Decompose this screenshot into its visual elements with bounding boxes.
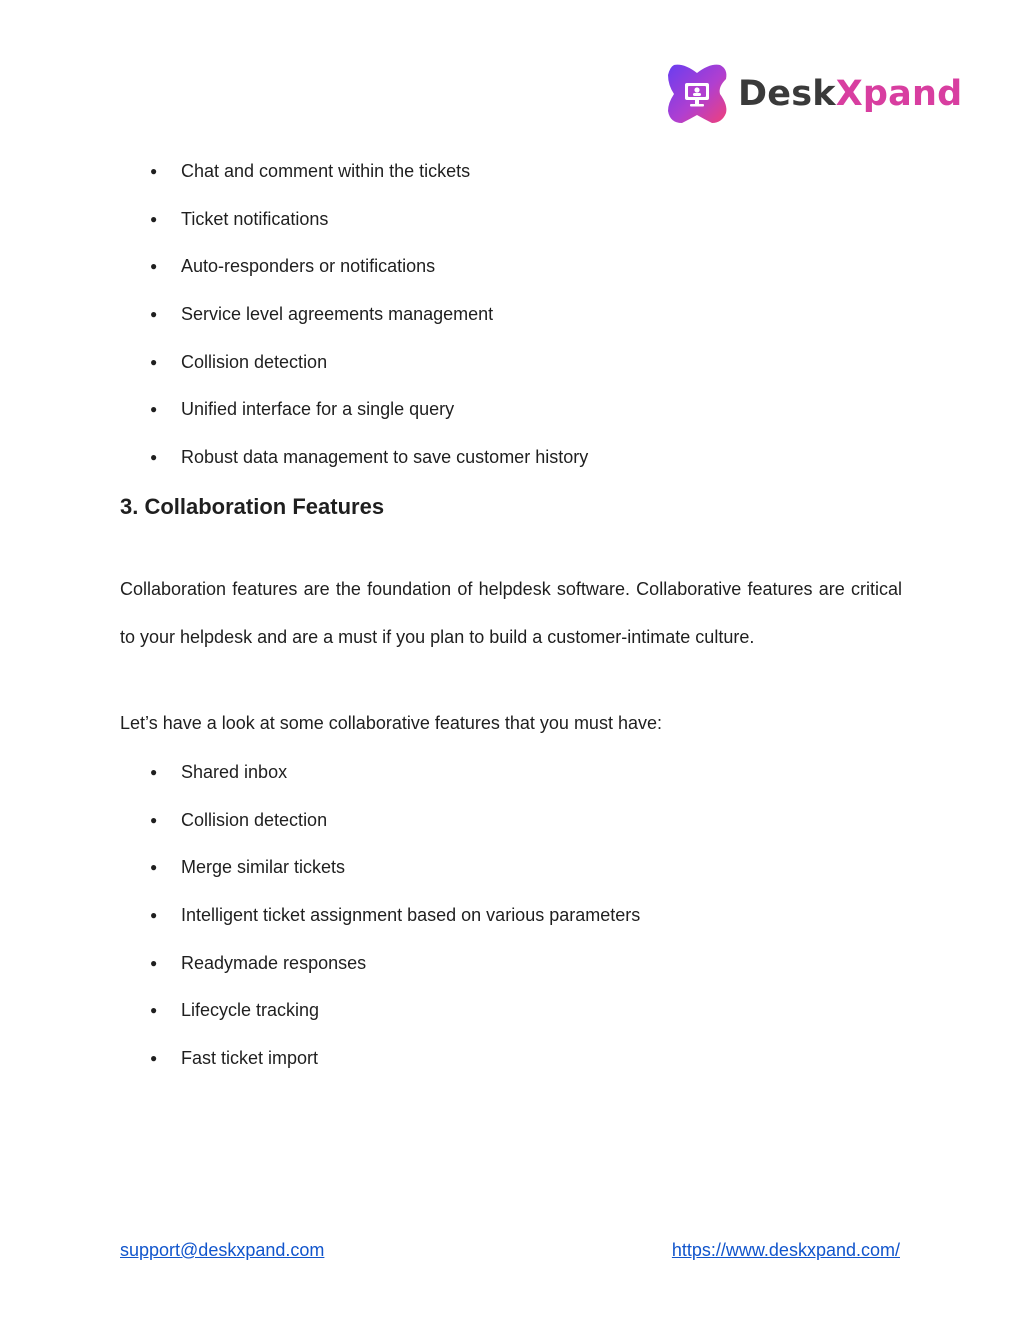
- collaboration-features-list: [150, 761, 640, 1095]
- list-item: [150, 351, 588, 399]
- bullet-icon: ●: [150, 354, 158, 369]
- bullet-icon: ●: [150, 307, 158, 322]
- list-item-text: Fast ticket import: [181, 1048, 319, 1069]
- list-item-text: Merge similar tickets: [181, 857, 346, 878]
- list-item: [150, 208, 588, 256]
- support-email-link[interactable]: support@deskxpand.com: [120, 1240, 325, 1260]
- website-link[interactable]: https://www.deskxpand.com/: [671, 1240, 900, 1260]
- bullet-icon: ●: [150, 860, 158, 875]
- bullet-icon: ●: [150, 259, 158, 274]
- bullet-icon: ●: [150, 1051, 158, 1066]
- list-item: [150, 952, 640, 1000]
- brand-wordmark: [738, 74, 962, 114]
- list-item: [150, 446, 588, 494]
- list-item: [150, 761, 640, 809]
- brand-name-desk: Desk: [738, 74, 836, 114]
- list-item-text: Robust data management to save customer history: [181, 447, 589, 468]
- list-item-text: Intelligent ticket assignment based on various parameters: [181, 905, 641, 926]
- list-item-text: Collision detection: [181, 351, 328, 372]
- lead-in-paragraph: Let’s have a look at some collaborative features that you must have:: [120, 713, 662, 733]
- list-item: [150, 856, 640, 904]
- list-item: [150, 999, 640, 1047]
- bullet-icon: ●: [150, 812, 158, 827]
- bullet-icon: ●: [150, 765, 158, 779]
- bullet-icon: ●: [150, 450, 158, 465]
- list-item: [150, 398, 588, 446]
- list-item: [150, 809, 640, 857]
- list-item-text: Lifecycle tracking: [181, 1000, 320, 1021]
- list-item-text: Unified interface for a single query: [181, 399, 455, 420]
- bullet-icon: ●: [150, 908, 158, 923]
- deskxpand-logo-icon: [664, 61, 730, 127]
- bullet-icon: ●: [150, 211, 158, 226]
- bullet-icon: ●: [150, 402, 158, 417]
- intro-paragraph: Collaboration features are the foundation of helpdesk software. Collaborative features are critical to your helpdesk and are a must if you plan to build a customer-intimate culture.: [120, 579, 902, 647]
- list-item-text: Chat and comment within the tickets: [181, 161, 471, 181]
- brand-logo: [664, 60, 962, 128]
- list-item: [150, 1047, 640, 1095]
- list-item-text: Collision detection: [181, 809, 328, 830]
- helpdesk-features-list: [150, 160, 588, 494]
- list-item-text: Service level agreements management: [181, 304, 494, 325]
- list-item-text: Readymade responses: [181, 952, 367, 973]
- list-item-text: Auto-responders or notifications: [181, 256, 436, 277]
- bullet-icon: ●: [150, 1003, 158, 1018]
- list-item: [150, 904, 640, 952]
- list-item-text: Shared inbox: [181, 762, 288, 782]
- list-item: [150, 255, 588, 303]
- list-item-text: Ticket notifications: [181, 208, 329, 229]
- list-item: [150, 160, 588, 208]
- section-heading: 3. Collaboration Features: [120, 494, 385, 519]
- bullet-icon: ●: [150, 164, 158, 178]
- brand-name-xpand: Xpand: [835, 74, 963, 114]
- list-item: [150, 303, 588, 351]
- bullet-icon: ●: [150, 955, 158, 970]
